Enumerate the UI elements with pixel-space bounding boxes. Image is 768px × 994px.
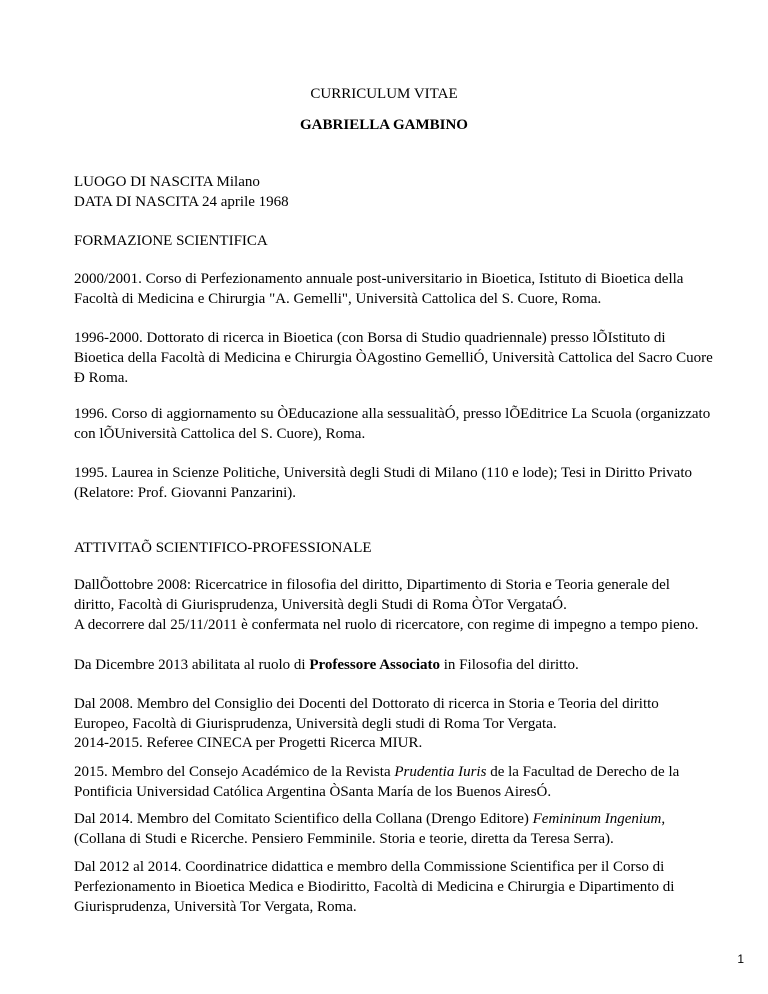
attivita-text: Da Dicembre 2013 abilitata al ruolo di — [74, 657, 310, 673]
birth-place: LUOGO DI NASCITA Milano — [74, 174, 260, 190]
attivita-item — [74, 809, 714, 849]
attivita-item — [74, 575, 714, 635]
document-title: CURRICULUM VITAE — [310, 86, 458, 102]
formazione-item: 2000/2001. Corso di Perfezionamento annuale post-universitario in Bioetica, Istituto di Bioetica della Facoltà di Medicina e Chirurgia "A. Gemelli", Università Cattolica del S. Cuore, Roma. — [74, 271, 684, 307]
person-name: GABRIELLA GAMBINO — [300, 117, 468, 133]
attivita-italic-text: Femininum Ingenium — [532, 811, 662, 827]
attivita-text: in Filosofia del diritto. — [440, 657, 579, 673]
section-heading-attivita: ATTIVITAÕ SCIENTIFICO-PROFESSIONALE — [74, 540, 372, 556]
birth-info — [74, 172, 714, 212]
page-number: 1 — [737, 952, 744, 966]
attivita-bold-text: Professore Associato — [309, 657, 441, 673]
attivita-text: , (Collana di Studi e Ricerche. Pensiero Femminile. Storia e teorie, diretta da Teresa Serra). — [74, 811, 666, 847]
attivita-italic-text: Prudentia Iuris — [394, 764, 487, 780]
formazione-item: 1996-2000. Dottorato di ricerca in Bioetica (con Borsa di Studio quadriennale) presso lÕIstituto di Bioetica della Facoltà di Medicina e Chirurgia ÒAgostino GemelliÓ, Università Cattolica del Sacro Cuore Ð Roma. — [74, 330, 713, 386]
section-heading-formazione: FORMAZIONE SCIENTIFICA — [74, 233, 268, 249]
attivita-text: DallÕottobre 2008: Ricercatrice in filosofia del diritto, Dipartimento di Storia e Teoria generale del diritto, Facoltà di Giurisprudenza, Università degli Studi di Roma ÒTor VergataÓ. — [74, 577, 670, 613]
attivita-text: Dal 2014. Membro del Comitato Scientifico della Collana (Drengo Editore) — [74, 811, 533, 827]
attivita-item: Dal 2008. Membro del Consiglio dei Docenti del Dottorato di ricerca in Storia e Teoria del diritto Europeo, Facoltà di Giurisprudenza, Università degli studi di Roma Tor Vergata. — [74, 696, 659, 732]
attivita-item — [74, 762, 714, 802]
attivita-item — [74, 655, 714, 675]
attivita-text: 2015. Membro del Consejo Académico de la Revista — [74, 764, 395, 780]
formazione-item: 1995. Laurea in Scienze Politiche, Università degli Studi di Milano (110 e lode); Tesi in Diritto Privato (Relatore: Prof. Giovanni Panzarini). — [74, 465, 693, 501]
attivita-item: 2014-2015. Referee CINECA per Progetti Ricerca MIUR. — [74, 735, 423, 751]
birth-date: DATA DI NASCITA 24 aprile 1968 — [74, 194, 289, 210]
attivita-text: A decorrere dal 25/11/2011 è confermata nel ruolo di ricercatore, con regime di impegno a tempo pieno. — [74, 617, 699, 633]
attivita-item: Dal 2012 al 2014. Coordinatrice didattica e membro della Commissione Scientifica per il Corso di Perfezionamento in Bioetica Medica e Biodiritto, Facoltà di Medicina e Chirurgia e Dipartimento di Giurisprudenza, Università Tor Vergata, Roma. — [74, 859, 675, 915]
attivita-text: de la Facultad de Derecho de la Pontificia Universidad Católica Argentina ÒSanta María de los Buenos AiresÓ. — [74, 764, 680, 800]
formazione-item: 1996. Corso di aggiornamento su ÒEducazione alla sessualitàÓ, presso lÕEditrice La Scuola (organizzato con lÕUniversità Cattolica del S. Cuore), Roma. — [74, 406, 711, 442]
